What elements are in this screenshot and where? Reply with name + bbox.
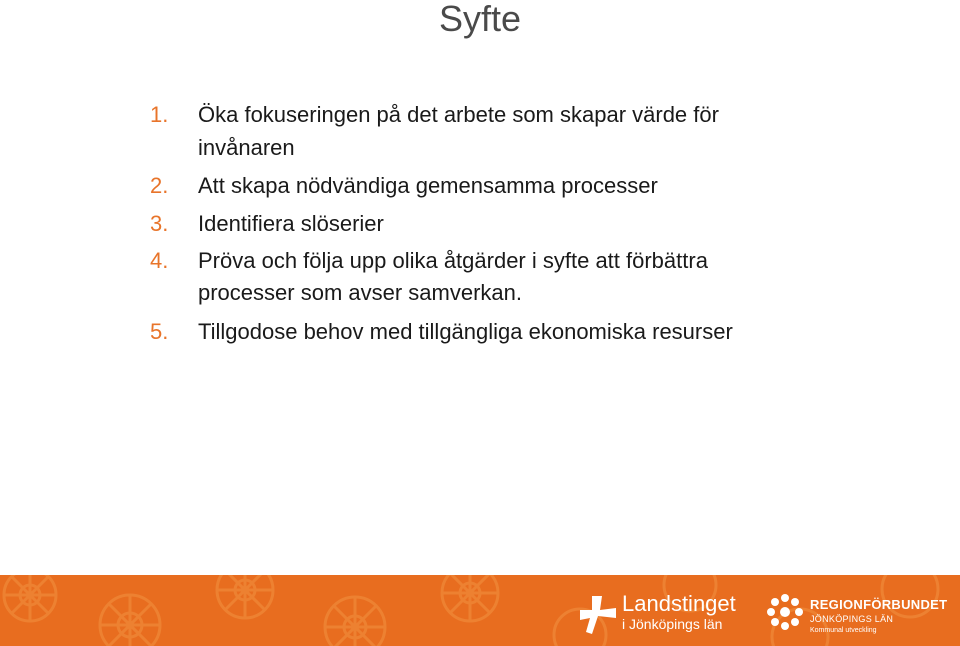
list-item (150, 245, 870, 309)
list-number: 4. (150, 248, 169, 273)
list-item-line: Pröva och följa upp olika åtgärder i syfte att förbättra (198, 248, 708, 273)
list-number: 3. (150, 211, 169, 236)
regionforbundet-name: REGIONFÖRBUNDET (810, 597, 948, 612)
regionforbundet-flower-icon (766, 593, 804, 631)
regionforbundet-tagline: Kommunal utveckling (810, 627, 877, 634)
list-item-line: Identifiera slöserier (198, 211, 384, 236)
landstinget-cross-icon (578, 594, 618, 634)
regionforbundet-logo (766, 589, 956, 641)
list-number: 1. (150, 102, 169, 127)
regionforbundet-subtitle: JÖNKÖPINGS LÄN (810, 614, 894, 624)
list-item (150, 315, 870, 348)
numbered-list (150, 98, 870, 348)
list-item (150, 169, 870, 202)
list-item (150, 207, 870, 240)
landstinget-name: Landstinget (622, 591, 736, 616)
list-number: 2. (150, 173, 169, 198)
list-item-line: invånaren (198, 135, 295, 160)
list-item-line: Att skapa nödvändiga gemensamma processer (198, 173, 658, 198)
list-item-line: Tillgodose behov med tillgängliga ekonomiska resurser (198, 319, 733, 344)
list-item (150, 98, 870, 164)
list-number: 5. (150, 319, 169, 344)
list-item-line: Öka fokuseringen på det arbete som skapar värde för (198, 102, 719, 127)
list-item-line: processer som avser samverkan. (198, 280, 522, 305)
slide-title: Syfte (438, 0, 522, 39)
landstinget-subtitle: i Jönköpings län (622, 616, 723, 632)
landstinget-logo (578, 592, 748, 636)
